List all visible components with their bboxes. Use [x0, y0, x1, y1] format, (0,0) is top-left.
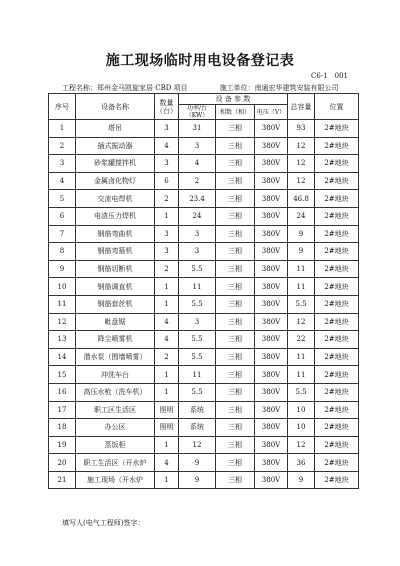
cell-location: 2#地块 [315, 295, 359, 313]
cell-power: 11 [179, 278, 216, 296]
table-row [49, 172, 359, 190]
cell-phase: 三相 [216, 207, 255, 225]
project-info [62, 83, 339, 93]
header-name: 设备名称 [76, 94, 155, 120]
cell-power: 3 [179, 225, 216, 243]
cell-name: 办公区 [76, 419, 155, 437]
cell-qty: 1 [155, 295, 179, 313]
table-row [49, 454, 359, 472]
table-row [49, 243, 359, 261]
cell-qty: 2 [155, 260, 179, 278]
unit-label: 施工单位： [219, 84, 255, 92]
document-number: C6-1 001 [311, 72, 348, 80]
cell-total: 11 [288, 366, 315, 384]
table-row [49, 471, 359, 489]
cell-phase: 三相 [216, 225, 255, 243]
cell-no: 11 [49, 295, 76, 313]
cell-voltage: 380V [255, 225, 288, 243]
cell-power: 11 [179, 366, 216, 384]
cell-total: 9 [288, 225, 315, 243]
cell-no: 10 [49, 278, 76, 296]
cell-power: 5.5 [179, 260, 216, 278]
table-row [49, 383, 359, 401]
cell-location: 2#地块 [315, 155, 359, 173]
cell-power: 系统 [179, 401, 216, 419]
table-row [49, 137, 359, 155]
cell-total: 5.5 [288, 295, 315, 313]
table-row [49, 348, 359, 366]
cell-qty: 3 [155, 243, 179, 261]
cell-location: 2#地块 [315, 137, 359, 155]
cell-voltage: 380V [255, 313, 288, 331]
cell-no: 4 [49, 172, 76, 190]
cell-location: 2#地块 [315, 366, 359, 384]
table-row [49, 366, 359, 384]
document-title: 施工现场临时用电设备登记表 [105, 53, 295, 69]
table-row [49, 260, 359, 278]
cell-total: 10 [288, 419, 315, 437]
cell-qty: 1 [155, 366, 179, 384]
cell-name: 电渣压力焊机 [76, 207, 155, 225]
cell-total: 11 [288, 278, 315, 296]
cell-power: 9 [179, 471, 216, 489]
cell-voltage: 380V [255, 172, 288, 190]
cell-power: 3 [179, 313, 216, 331]
table-body [49, 120, 359, 489]
cell-phase: 三相 [216, 120, 255, 138]
cell-no: 21 [49, 471, 76, 489]
cell-no: 14 [49, 348, 76, 366]
cell-phase: 三相 [216, 295, 255, 313]
table-row [49, 155, 359, 173]
cell-location: 2#地块 [315, 383, 359, 401]
cell-phase: 三相 [216, 454, 255, 472]
cell-location: 2#地块 [315, 419, 359, 437]
header-power: 功率/台（KW） [179, 105, 216, 120]
cell-no: 20 [49, 454, 76, 472]
cell-location: 2#地块 [315, 401, 359, 419]
project-label: 工程名称： [62, 84, 97, 92]
cell-power: 24 [179, 207, 216, 225]
cell-name: 降尘喷雾机 [76, 331, 155, 349]
cell-no: 8 [49, 243, 76, 261]
cell-voltage: 380V [255, 207, 288, 225]
cell-voltage: 380V [255, 155, 288, 173]
cell-name: 金属卤化物灯 [76, 172, 155, 190]
cell-name: 钢筋切断机 [76, 260, 155, 278]
cell-power: 2 [179, 172, 216, 190]
cell-total: 11 [288, 260, 315, 278]
cell-phase: 三相 [216, 331, 255, 349]
cell-name: 毗盘锯 [76, 313, 155, 331]
cell-qty: 2 [155, 348, 179, 366]
cell-power: 系统 [179, 419, 216, 437]
cell-total: 11 [288, 348, 315, 366]
cell-name: 职工区生活区 [76, 401, 155, 419]
cell-voltage: 380V [255, 243, 288, 261]
cell-total: 46.8 [288, 190, 315, 208]
cell-voltage: 380V [255, 419, 288, 437]
cell-total: 9 [288, 471, 315, 489]
cell-voltage: 380V [255, 383, 288, 401]
table-row [49, 295, 359, 313]
cell-name: 塔吊 [76, 120, 155, 138]
cell-total: 22 [288, 331, 315, 349]
cell-total: 24 [288, 207, 315, 225]
cell-power: 5.5 [179, 295, 216, 313]
cell-voltage: 380V [255, 366, 288, 384]
cell-phase: 三相 [216, 348, 255, 366]
cell-voltage: 380V [255, 436, 288, 454]
header-qty: 数量（台） [155, 94, 179, 120]
cell-qty: 3 [155, 120, 179, 138]
table-row [49, 419, 359, 437]
cell-location: 2#地块 [315, 454, 359, 472]
cell-name: 高压水枪（洗车机） [76, 383, 155, 401]
cell-name: 钢筋调直机 [76, 278, 155, 296]
header-voltage: 电压（V） [255, 105, 288, 120]
cell-name: 钢筋弯曲机 [76, 225, 155, 243]
table-row [49, 225, 359, 243]
cell-power: 4 [179, 155, 216, 173]
cell-location: 2#地块 [315, 471, 359, 489]
cell-name: 钢筋套丝机 [76, 295, 155, 313]
table-row [49, 278, 359, 296]
cell-phase: 三相 [216, 243, 255, 261]
cell-voltage: 380V [255, 190, 288, 208]
cell-voltage: 380V [255, 348, 288, 366]
cell-power: 23.4 [179, 190, 216, 208]
table-row [49, 190, 359, 208]
cell-name: 蒸饭柜 [76, 436, 155, 454]
cell-voltage: 380V [255, 471, 288, 489]
table-row [49, 401, 359, 419]
cell-power: 5.5 [179, 331, 216, 349]
cell-location: 2#地块 [315, 172, 359, 190]
table-row [49, 436, 359, 454]
cell-phase: 三相 [216, 155, 255, 173]
cell-voltage: 380V [255, 295, 288, 313]
cell-name: 潜水泵（围墙喷雾） [76, 348, 155, 366]
cell-location: 2#地块 [315, 278, 359, 296]
cell-qty: 6 [155, 172, 179, 190]
cell-no: 3 [49, 155, 76, 173]
cell-voltage: 380V [255, 278, 288, 296]
header-phase: 相数（相） [216, 105, 255, 120]
cell-location: 2#地块 [315, 225, 359, 243]
unit-name: 南通宏华建筑安装有限公司 [254, 84, 339, 92]
cell-phase: 三相 [216, 383, 255, 401]
cell-phase: 三相 [216, 436, 255, 454]
cell-qty: 4 [155, 454, 179, 472]
cell-voltage: 380V [255, 120, 288, 138]
cell-qty: 1 [155, 383, 179, 401]
cell-phase: 三相 [216, 137, 255, 155]
cell-location: 2#地块 [315, 190, 359, 208]
cell-no: 16 [49, 383, 76, 401]
cell-qty: 1 [155, 207, 179, 225]
cell-power: 3 [179, 243, 216, 261]
cell-location: 2#地块 [315, 313, 359, 331]
cell-qty: 4 [155, 313, 179, 331]
equipment-register-table [48, 93, 359, 489]
cell-power: 31 [179, 120, 216, 138]
cell-power: 3 [179, 137, 216, 155]
header-total: 总容量 [288, 94, 315, 120]
cell-phase: 三相 [216, 419, 255, 437]
signature-line: 填写人(电气工程师)签字： [62, 519, 145, 527]
cell-no: 6 [49, 207, 76, 225]
cell-no: 15 [49, 366, 76, 384]
cell-total: 12 [288, 172, 315, 190]
header-params: 设 备 参 数 [179, 94, 288, 105]
cell-qty: 照明 [155, 419, 179, 437]
cell-name: 砂浆罐搅拌机 [76, 155, 155, 173]
cell-voltage: 380V [255, 401, 288, 419]
cell-power: 5.5 [179, 348, 216, 366]
project-name: 郑州金马凯旋家居 CBD 项目 [97, 84, 188, 92]
cell-no: 12 [49, 313, 76, 331]
table-row [49, 207, 359, 225]
cell-total: 5.5 [288, 383, 315, 401]
cell-voltage: 380V [255, 331, 288, 349]
table-row [49, 120, 359, 138]
cell-total: 93 [288, 120, 315, 138]
cell-name: 职工生活区（开水炉 [76, 454, 155, 472]
cell-power: 5.5 [179, 383, 216, 401]
cell-qty: 1 [155, 471, 179, 489]
cell-voltage: 380V [255, 260, 288, 278]
cell-no: 2 [49, 137, 76, 155]
cell-phase: 三相 [216, 471, 255, 489]
cell-phase: 三相 [216, 313, 255, 331]
cell-no: 13 [49, 331, 76, 349]
cell-phase: 三相 [216, 401, 255, 419]
cell-location: 2#地块 [315, 260, 359, 278]
cell-phase: 三相 [216, 260, 255, 278]
cell-qty: 2 [155, 190, 179, 208]
cell-no: 9 [49, 260, 76, 278]
cell-no: 7 [49, 225, 76, 243]
cell-total: 12 [288, 137, 315, 155]
cell-phase: 三相 [216, 172, 255, 190]
cell-name: 钢筋弯箍机 [76, 243, 155, 261]
cell-qty: 4 [155, 331, 179, 349]
cell-total: 10 [288, 401, 315, 419]
cell-location: 2#地块 [315, 120, 359, 138]
cell-phase: 三相 [216, 278, 255, 296]
cell-voltage: 380V [255, 454, 288, 472]
cell-name: 交流电焊机 [76, 190, 155, 208]
cell-qty: 3 [155, 155, 179, 173]
cell-no: 1 [49, 120, 76, 138]
cell-total: 36 [288, 454, 315, 472]
cell-location: 2#地块 [315, 243, 359, 261]
cell-qty: 照明 [155, 401, 179, 419]
cell-no: 19 [49, 436, 76, 454]
cell-qty: 4 [155, 137, 179, 155]
header-no: 序号 [49, 94, 76, 120]
cell-name: 插式振动器 [76, 137, 155, 155]
header-location: 位置 [315, 94, 359, 120]
cell-total: 12 [288, 155, 315, 173]
cell-qty: 1 [155, 278, 179, 296]
cell-location: 2#地块 [315, 331, 359, 349]
cell-name: 施工现场（开水炉 [76, 471, 155, 489]
cell-no: 18 [49, 419, 76, 437]
cell-total: 12 [288, 436, 315, 454]
cell-location: 2#地块 [315, 436, 359, 454]
cell-power: 12 [179, 436, 216, 454]
cell-phase: 三相 [216, 190, 255, 208]
cell-qty: 3 [155, 225, 179, 243]
cell-no: 5 [49, 190, 76, 208]
cell-location: 2#地块 [315, 207, 359, 225]
cell-total: 9 [288, 243, 315, 261]
cell-total: 12 [288, 313, 315, 331]
table-row [49, 331, 359, 349]
cell-power: 9 [179, 454, 216, 472]
table-row [49, 313, 359, 331]
cell-name: 冲洗车台 [76, 366, 155, 384]
cell-phase: 三相 [216, 366, 255, 384]
cell-location: 2#地块 [315, 348, 359, 366]
cell-no: 17 [49, 401, 76, 419]
cell-qty: 1 [155, 436, 179, 454]
cell-voltage: 380V [255, 137, 288, 155]
